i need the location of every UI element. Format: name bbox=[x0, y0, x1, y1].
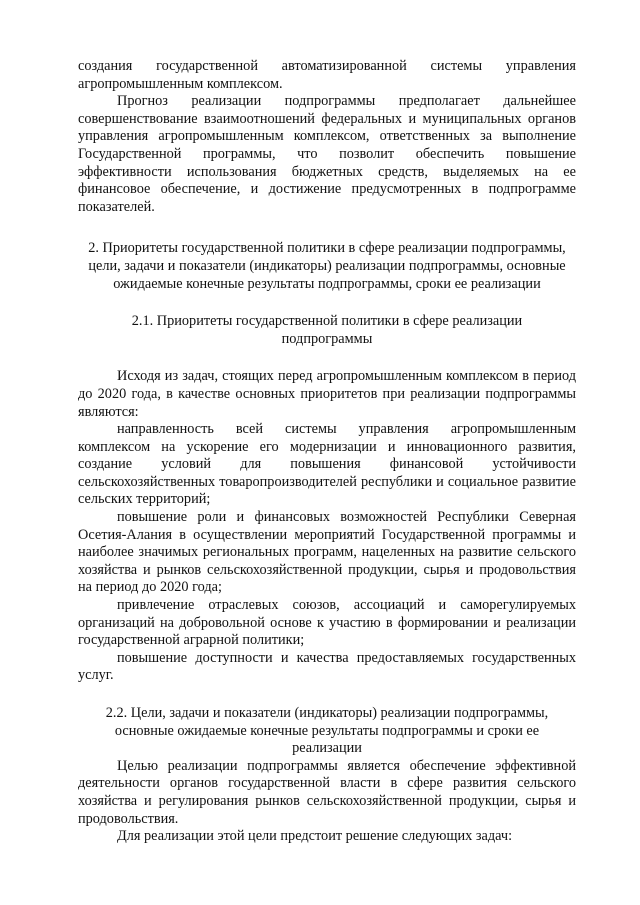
priority-item-4: повышение доступности и качества предоставляемых государственных услуг. bbox=[78, 649, 576, 684]
section-2-1-heading: 2.1. Приоритеты государственной политики в сфере реализации подпрограммы bbox=[131, 313, 523, 347]
spacer bbox=[78, 685, 576, 705]
priority-item-3: привлечение отраслевых союзов, ассоциаций и саморегулируемых организаций на добровольной основе к участию в формировании и реализации государственной аграрной политики; bbox=[78, 597, 576, 649]
section-2-heading: 2. Приоритеты государственной политики в сфере реализации подпрограммы, цели, задачи и показатели (индикаторы) реализации подпрограммы, основные ожидаемые конечные результаты подпрограммы, сроки ее реализации bbox=[88, 240, 566, 292]
paragraph-tasks-intro: Для реализации этой цели предстоит решение следующих задач: bbox=[117, 828, 513, 845]
priority-item-1: направленность всей системы управления агропромышленным комплексом на ускорение его модернизации и инновационного развития, создание условий для повышения финансовой устойчивости сельскохозяйственных товаропроизводителей республики и социальное развитие сельских территорий; bbox=[78, 421, 576, 508]
document-page bbox=[78, 58, 576, 846]
paragraph-intro-tail: создания государственной автоматизированной системы управления агропромышленным комплексом. bbox=[78, 58, 576, 92]
paragraph-forecast: Прогноз реализации подпрограммы предполагает дальнейшее совершенствование взаимоотношений федеральных и муниципальных органов управления агропромышленным комплексом, ответственных за выполнение Государственной программы, что позволит обеспечить повышение эффективности использования бюджетных средств, выделяемых на ее финансовое обеспечение, и достижение предусмотренных в подпрограмме показателей. bbox=[78, 93, 576, 215]
priority-item-2: повышение роли и финансовых возможностей Республики Северная Осетия-Алания в осуществлении мероприятий Государственной программы и наиболее значимых региональных программ, нацеленных на развитие сельского хозяйства и рынков сельскохозяйственной продукции, сырья и продовольствия на период до 2020 года; bbox=[78, 509, 576, 596]
paragraph-goal: Целью реализации подпрограммы является обеспечение эффективной деятельности органов государственной власти в сфере развития сельского хозяйства и регулирования рынков сельскохозяйственной продукции, сырья и продовольствия. bbox=[78, 757, 576, 827]
spacer bbox=[78, 293, 576, 313]
spacer bbox=[78, 216, 576, 240]
section-2-2-heading: 2.2. Цели, задачи и показатели (индикаторы) реализации подпрограммы, основные ожидаемые конечные результаты подпрограммы и сроки ее реализации bbox=[105, 705, 549, 757]
paragraph-priorities-intro: Исходя из задач, стоящих перед агропромышленным комплексом в период до 2020 года, в качестве основных приоритетов при реализации подпрограммы являются: bbox=[78, 368, 576, 420]
spacer bbox=[78, 348, 576, 368]
